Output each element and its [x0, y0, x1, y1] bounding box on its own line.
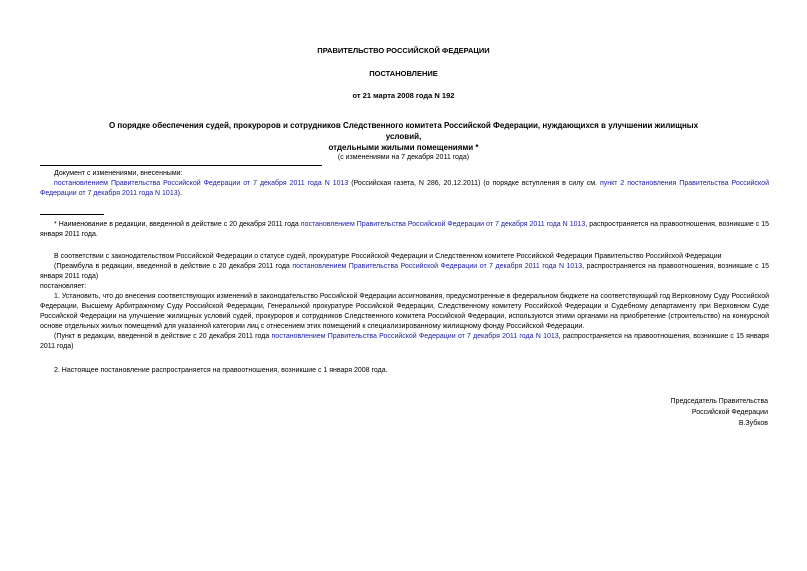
title-line-2: отдельными жилыми помещениями *: [328, 143, 479, 152]
preamble-note-end: , распространяется на правоотношения, возникшие с 15 января 2011 года): [40, 263, 769, 280]
changes-source-text: (Российская газета, N 286, 20.12.2011) (о порядке вступления в силу см.: [348, 180, 600, 187]
preamble-decree-link[interactable]: постановлением Правительства Российской Федерации от 7 декабря 2011 года N 1013: [292, 263, 583, 270]
item-1-decree-link[interactable]: постановлением Правительства Российской Федерации от 7 декабря 2011 года N 1013: [271, 333, 559, 340]
footnote-decree-link[interactable]: постановлением Правительства Российской Федерации от 7 декабря 2011 года N 1013: [300, 221, 586, 228]
item-1-note-start: (Пункт в редакции, введенной в действие с 20 декабря 2011 года: [54, 333, 272, 340]
item-1: 1. Установить, что до внесения соответствующих изменений в законодательство Российской Федерации ассигнования, предусмотренные в федеральном бюджете на соответствующий год Верховному Суду Российской Федерации, Высшему Арбитражному Суду Российской Федерации, Генеральной прокуратуре Российской Федерации, Следственному комитету Российской Федерации и Судебному департаменту при Верховном Суде Российской Федерации на улучшение жилищных условий судей, прокуроров и сотрудников Следственного комитета Российской Федерации, используются этими органами на приобретение (строительство) на конкурсной основе отдельных жилых помещений для указанной категории лиц с отнесением этих помещений к специализированному жилищному фонду Российской Федерации.: [40, 293, 769, 330]
footnote-text-end: , распространяется на правоотношения, возникшие с 15 января 2011 года.: [40, 221, 769, 238]
signature-title-2: Российской Федерации: [691, 409, 768, 416]
preamble-note-start: (Преамбула в редакции, введенной в действие с 20 декабря 2011 года: [54, 263, 293, 270]
footnote-block: [40, 220, 769, 240]
main-body: [40, 252, 769, 352]
changes-intro: Документ с изменениями, внесенными:: [54, 170, 183, 177]
amending-decree-link[interactable]: постановлением Правительства Российской Федерации от 7 декабря 2011 года N 1013: [54, 180, 349, 187]
item-2: 2. Настоящее постановление распространяется на правоотношения, возникшие с 1 января 2008 года.: [54, 367, 388, 374]
changes-list-item: [40, 179, 769, 199]
separator-rule: [40, 165, 322, 166]
footnote-text-start: * Наименование в редакции, введенной в действие с 20 декабря 2011 года: [54, 221, 301, 228]
government-heading: ПРАВИТЕЛЬСТВО РОССИЙСКОЙ ФЕДЕРАЦИИ: [317, 46, 490, 55]
changes-block: [40, 169, 769, 199]
item-1-note: [40, 332, 769, 352]
changes-closing-text: ).: [177, 190, 182, 197]
signature-block: [671, 396, 768, 429]
item-2-block: [40, 366, 769, 376]
footnote-rule: [40, 214, 104, 215]
item-1-note-end: , распространяется на правоотношения, возникшие с 15 января 2011 года): [40, 333, 769, 350]
amendment-note: (с изменениями на 7 декабря 2011 года): [337, 154, 470, 161]
decree-word: постановляет:: [40, 283, 87, 290]
preamble: В соответствии с законодательством Российской Федерации о статусе судей, прокуратуре Российской Федерации и Следственном комитете Российской Федерации Правительство Российской Федерации: [54, 253, 722, 260]
preamble-note: [40, 262, 769, 282]
document-title: [100, 120, 707, 153]
effective-clause-link[interactable]: пункт 2 постановления Правительства Российской Федерации от 7 декабря 2011 года N 1013: [40, 180, 769, 197]
doc-type-heading: ПОСТАНОВЛЕНИЕ: [369, 69, 438, 78]
footnote-text: [40, 220, 769, 240]
decree-date: от 21 марта 2008 года N 192: [352, 91, 455, 100]
title-line-1: О порядке обеспечения судей, прокуроров и сотрудников Следственного комитета Российской Федерации, нуждающихся в улучшении жилищных условий,: [108, 121, 699, 141]
signature-title-1: Председатель Правительства: [670, 398, 768, 405]
signature-name: В.Зубков: [738, 420, 768, 427]
